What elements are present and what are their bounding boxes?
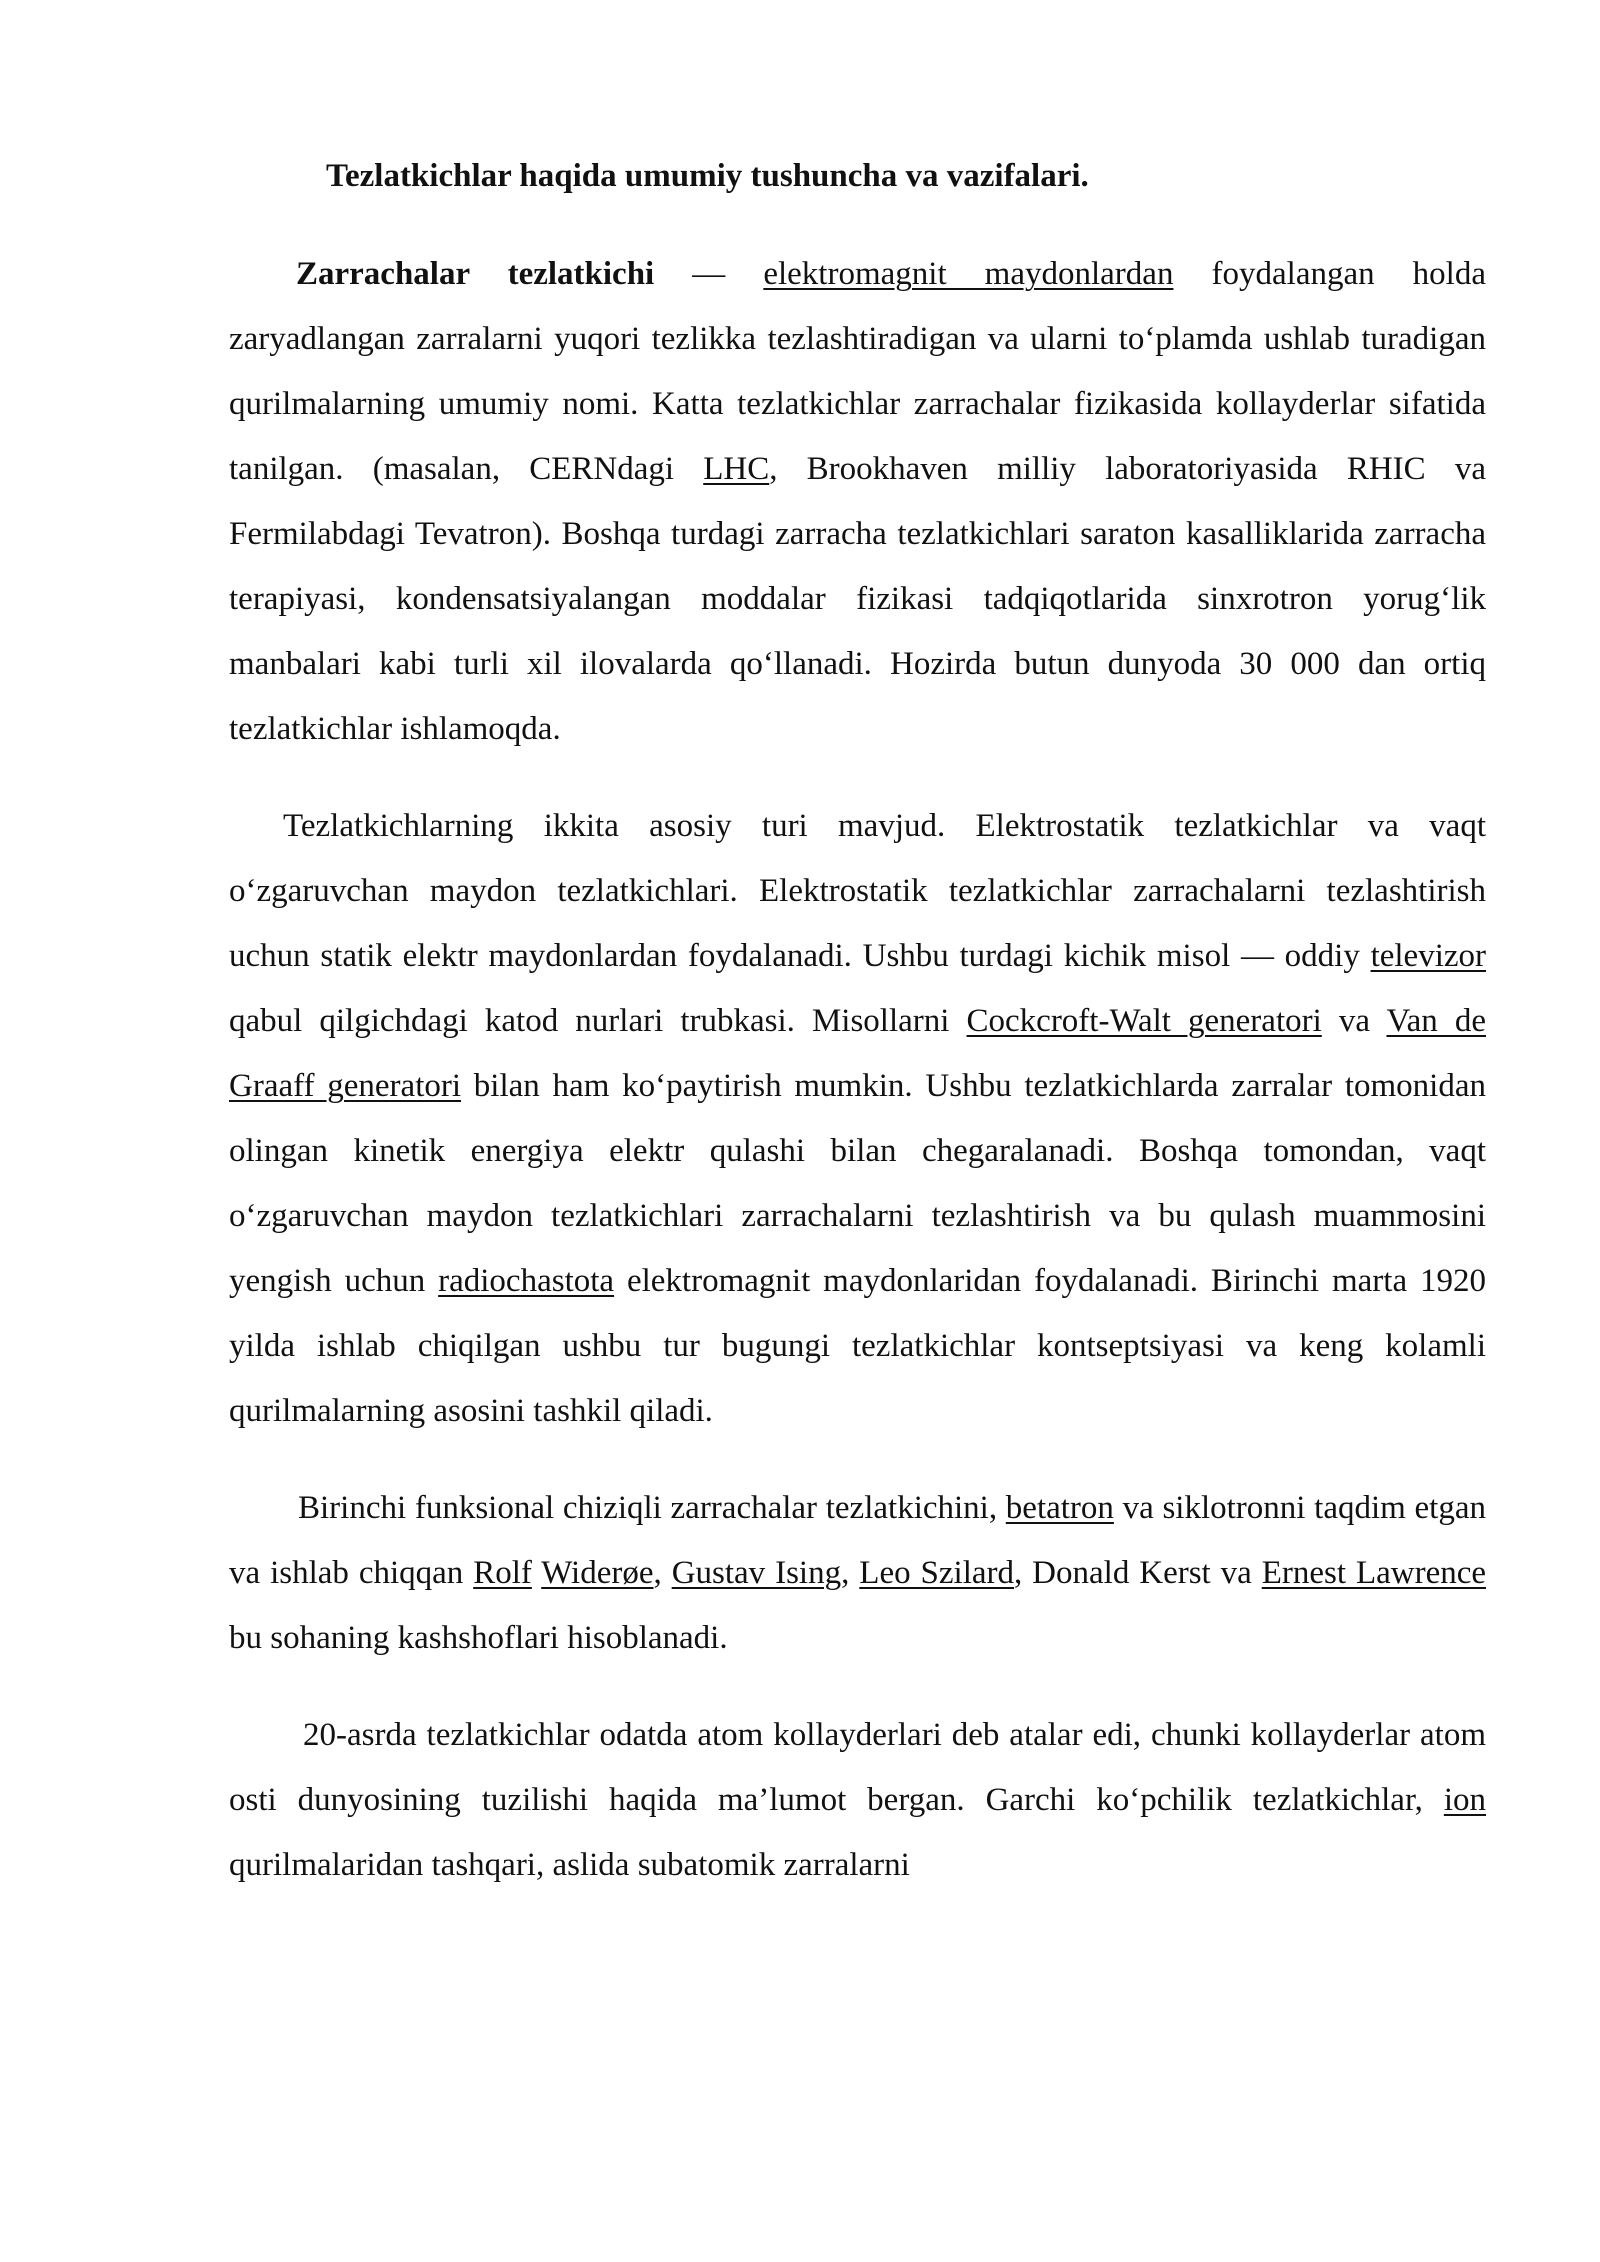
text-span: bu sohaning kashshoflari hisoblanadi. (229, 1620, 728, 1656)
text-span: , Donald Kerst va (1014, 1555, 1262, 1591)
text-span: , (653, 1555, 672, 1591)
link-lhc[interactable]: LHC (703, 451, 770, 487)
link-rolf[interactable]: Rolf (473, 1555, 532, 1591)
text-span (532, 1555, 541, 1591)
link-wideroe[interactable]: Widerøe (541, 1555, 654, 1591)
document-page (229, 150, 1486, 1930)
link-betatron[interactable]: betatron (1005, 1490, 1114, 1526)
paragraph-definition (229, 242, 1486, 762)
text-span: foydalangan holda zaryadlangan zarralarni yuqori tezlikka tezlashtiradigan va ularni to‘plamda ushlab turadigan qurilmalarning umumiy nomi. Katta tezlatkichlar zarrachalar fizikasida kollayderlar sifatida tanilgan. (masalan, CERNdagi (229, 256, 1486, 487)
link-cockcroft-walton-generator[interactable]: Cockcroft-Walt generatori (966, 1003, 1322, 1039)
paragraph-20th-century (229, 1703, 1486, 1898)
text-span: , Brookhaven milliy laboratoriyasida RHIC va Fermilabdagi Tevatron). Boshqa turdagi zarracha tezlatkichlari saraton kasalliklarida zarracha terapiyasi, kondensatsiyalangan moddalar fizikasi tadqiqotlarida sinxrotron yorug‘lik manbalari kabi turli xil ilovalarda qo‘llanadi. Hozirda butun dunyoda 30 000 dan ortiq tezlatkichlar ishlamoqda. (229, 451, 1486, 747)
link-ernest-lawrence[interactable]: Ernest Lawrence (1261, 1555, 1487, 1591)
text-span: Birinchi funksional chiziqli zarrachalar tezlatkichini, (298, 1490, 1006, 1526)
link-televizor[interactable]: televizor (1370, 938, 1486, 974)
text-span: va (1321, 1003, 1387, 1039)
term-particle-accelerator: Zarrachalar tezlatkichi (296, 256, 655, 292)
text-span: va siklotronni taqdim etgan va ishlab chiqqan (229, 1490, 1486, 1591)
link-ion[interactable]: ion (1443, 1782, 1486, 1818)
text-span: bilan ham ko‘paytirish mumkin. Ushbu tezlatkichlarda zarralar tomonidan olingan kinetik energiya elektr qulashi bilan chegaralanadi. Boshqa tomondan, vaqt o‘zgaruvchan maydon tezlatkichlari zarrachalarni tezlashtirish va bu qulash muammosini yengish uchun (229, 1068, 1486, 1299)
link-van-de-graaff-generator[interactable]: Van de Graaff generatori (229, 1003, 1487, 1104)
document-title: Tezlatkichlar haqida umumiy tushuncha va vazifalari. (326, 158, 1089, 194)
text-span: 20-asrda tezlatkichlar odatda atom kollayderlari deb atalar edi, chunki kollayderlar atom osti dunyosining tuzilishi haqida ma’lumot bergan. Garchi ko‘pchilik tezlatkichlar, (229, 1717, 1486, 1818)
link-gustav-ising[interactable]: Gustav Ising (671, 1555, 842, 1591)
link-leo-szilard[interactable]: Leo Szilard (859, 1555, 1014, 1591)
paragraph-pioneers (229, 1476, 1486, 1671)
text-span: qurilmalaridan tashqari, aslida subatomik zarralarni (229, 1847, 910, 1883)
link-radiochastota[interactable]: radiochastota (438, 1263, 615, 1299)
link-electromagnetic-fields[interactable]: elektromagnit maydonlardan (763, 256, 1174, 292)
text-span: qabul qilgichdagi katod nurlari trubkasi. Misollarni (229, 1003, 967, 1039)
text-span: Tezlatkichlarning ikkita asosiy turi mavjud. Elektrostatik tezlatkichlar va vaqt o‘zgaruvchan maydon tezlatkichlari. Elektrostatik tezlatkichlar zarrachalarni tezlashtirish uchun statik elektr maydonlardan foydalanadi. Ushbu turdagi kichik misol — oddiy (229, 808, 1486, 974)
text-span: , (841, 1555, 860, 1591)
paragraph-types (229, 794, 1486, 1444)
text-span: — (654, 256, 764, 292)
text-span: elektromagnit maydonlaridan foydalanadi. Birinchi marta 1920 yilda ishlab chiqilgan ushbu tur bugungi tezlatkichlar kontseptsiyasi va keng kolamli qurilmalarning asosini tashkil qiladi. (229, 1263, 1486, 1429)
